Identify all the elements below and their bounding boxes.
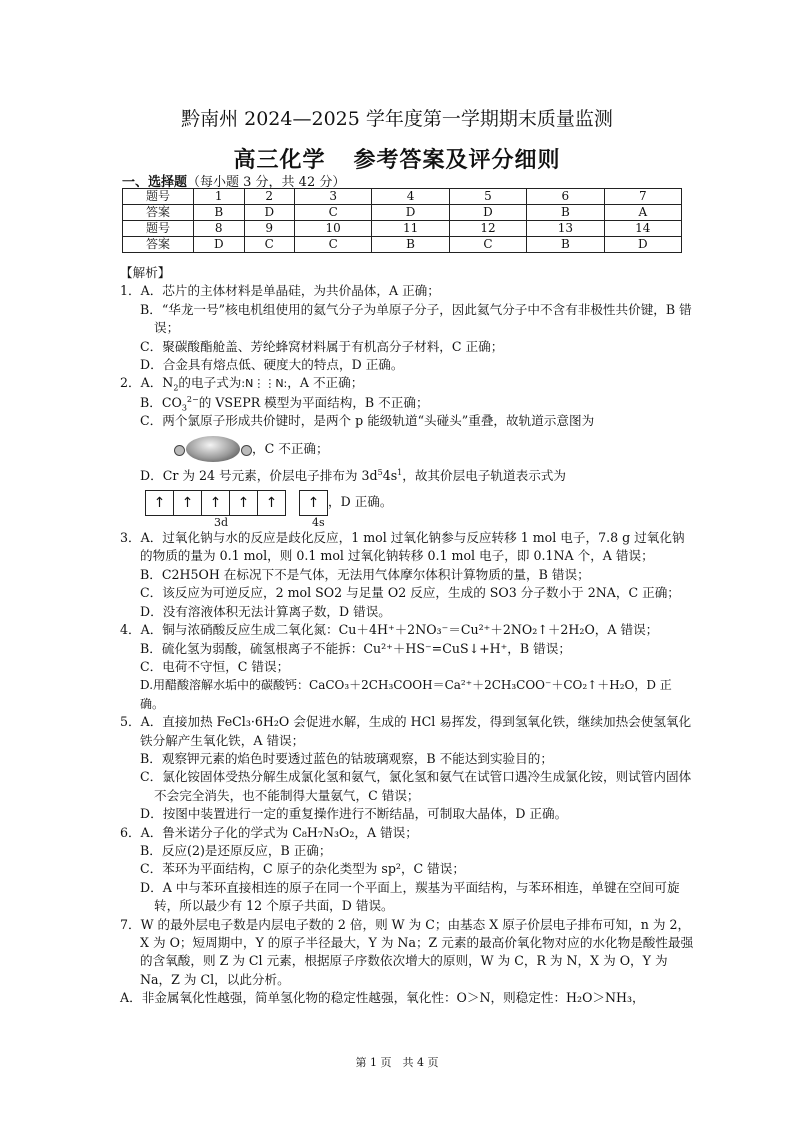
row-header-cell: 答案 [123,237,194,253]
row-header-cell: 题号 [123,221,194,237]
q7-intro: 7．W 的最外层电子数是内层电子数的 2 倍，则 W 为 C；由基态 X 原子价层电子排布可知，n 为 2，X 为 O；短周期中，Y 的原子半径最大，Y 为 Na；Z 元素的最高价氧化物对应的水化物是酸性最强的含氧酸，则 Z 为 Cl 元素，根据原子序数依次增大的原则，W 为 C，R 为 N，X 为 O，Y 为 Na，Z 为 Cl，以此分析。 [120,916,694,987]
orbital-box: ↑ [299,490,328,516]
q4-b: B．硫化氢为弱酸，硫氢根离子不能拆：Cu²⁺＋HS⁻=CuS↓+H⁺，B 错误； [140,640,571,656]
q1-b: B．“华龙一号”核电机组使用的氦气分子为单原子分子，因此氦气分子中不含有非极性共价键，B 错误； [140,301,692,336]
answer-cell: 5 [449,189,526,205]
answer-cell: B [194,205,245,221]
answer-cell: B [372,237,449,253]
q4-a: 4．A．铜与浓硝酸反应生成二氧化氮：Cu＋4H⁺＋2NO₃⁻＝Cu²⁺＋2NO₂↑＋2H₂O，A 错误； [120,622,659,638]
q4-d: D.用醋酸溶解水垢中的碳酸钙：CaCO₃＋2CH₃COOH＝Ca²⁺＋2CH₃COO⁻＋CO₂↑＋H₂O，D 正确。 [140,678,672,711]
answer-cell: D [372,205,449,221]
row-header-cell: 答案 [123,205,194,221]
answer-cell: D [194,237,245,253]
q2-d-orbital-line: ↑ ↑ ↑ ↑ ↑ ↑ ，D 正确。 [118,487,694,517]
q5-b: B．观察钾元素的焰色时要透过蓝色的钴玻璃观察，B 不能达到实验目的； [140,750,553,766]
orbital-diagram-4s [300,488,328,518]
p-orbital-overlap-figure [174,432,252,466]
answer-cell: 6 [527,189,604,205]
q2-b: B．$CO_3^{2-}$的 VSEPR 模型为平面结构，B 不正确； [140,394,429,413]
answer-cell: D [604,237,681,253]
q3-d: D．没有溶液体积无法计算离子数，D 错误。 [140,603,391,619]
answer-cell: 13 [527,221,604,237]
orbital-box: ↑ [201,490,230,516]
q6-d: D．A 中与苯环直接相连的原子在同一个平面上，羰基为平面结构，与苯环相连，单键在空间可旋转，所以最少有 12 个原子共面，D 错误。 [140,879,680,914]
table-row [123,205,682,221]
orbital-box: ↑ [173,490,202,516]
q3-b: B．C2H5OH 在标况下不是气体，无法用气体摩尔体积计算物质的量，B 错误； [140,566,590,582]
section-label: 一、选择题 [122,175,188,190]
n2-electron-formula: :N⋮⋮N: [241,377,288,391]
q1-d: D．合金具有熔点低、硬度大的特点，D 正确。 [140,357,404,373]
q4-c: C．电荷不守恒，C 错误； [140,658,290,674]
answer-cell: 1 [194,189,245,205]
answer-cell: C [295,237,372,253]
q3-c: C．该反应为可逆反应，2 mol SO2 与足量 O2 反应，生成的 SO3 分子数小于 2NA，C 正确； [140,585,680,601]
q5-d: D．按图中装置进行一定的重复操作进行不断结晶，可制取大晶体，D 正确。 [140,806,568,822]
answer-table [122,188,682,253]
q2-c-diagram-line: ，C 不正确； [118,431,694,467]
answer-cell: B [527,205,604,221]
answer-cell: D [244,205,295,221]
q3-a: 3．A．过氧化钠与水的反应是歧化反应，1 mol 过氧化钠参与反应转移 1 mol 电子，7.8 g 过氧化钠的物质的量为 0.1 mol，则 0.1 mol 过氧化钠转移 0.1 mol 电子，即 0.1NA 个，A 错误； [120,530,685,564]
answer-cell: C [295,205,372,221]
answer-cell: 14 [604,221,681,237]
answer-cell: 12 [449,221,526,237]
q1-c: C．聚碳酸酯舱盖、芳纶蜂窝材料属于有机高分子材料，C 正确； [140,338,504,354]
answer-cell: C [244,237,295,253]
q6-b: B．反应(2)是还原反应，B 正确； [140,842,332,858]
q7-a: A．非金属氧化性越强，简单氢化物的稳定性越强，氧化性：O＞N，则稳定性：H₂O＞NH₃， [120,990,645,1006]
q2-a: 2．A．$N_2$的电子式为:N⋮⋮N:，A 不正确； [120,375,364,393]
q1-a: 1．A．芯片的主体材料是单晶硅，为共价晶体，A 正确； [120,283,440,299]
q2-d: D．Cr 为 24 号元素，价层电子排布为 $3d^54s^1$，故其价层电子轨道表示式为 [140,467,566,483]
row-header-cell: 题号 [123,189,194,205]
table-row [123,237,682,253]
table-row [123,189,682,205]
document-title: 黔南州 2024—2025 学年度第一学期期末质量监测 [181,108,613,130]
answer-cell: 9 [244,221,295,237]
section-note: （每小题 3 分，共 42 分） [187,175,346,190]
answer-cell: 8 [194,221,245,237]
answer-cell: 11 [372,221,449,237]
orbital-diagram-3d [146,488,286,518]
orbital-box: ↑ [257,490,286,516]
orbital-labels: 3d 4s [214,516,325,530]
analysis-body [118,264,694,1008]
document-subtitle [0,143,794,174]
q6-a: 6．A．鲁米诺分子化的学式为 C₈H₇N₃O₂，A 错误； [120,824,418,840]
orbital-box: ↑ [229,490,258,516]
q2-c: C．两个氯原子形成共价键时，是两个 p 能级轨道“头碰头”重叠，故轨道示意图为 [140,413,595,429]
subtitle-subject: 高三化学 [233,147,326,173]
answer-cell: 2 [244,189,295,205]
subtitle-desc: 参考答案及评分细则 [353,147,561,173]
orbital-box: ↑ [145,490,174,516]
answer-cell: 10 [295,221,372,237]
answer-cell: 3 [295,189,372,205]
q5-a: 5．A．直接加热 FeCl₃·6H₂O 会促进水解，生成的 HCl 易挥发，得到氢氧化铁，继续加热会使氢氧化铁分解产生氧化铁，A 错误； [120,714,692,748]
q5-c: C．氯化铵固体受热分解生成氯化氢和氨气，氯化氢和氨气在试管口遇冷生成氯化铵，则试管内固体不会完全消失，也不能制得大量氨气，C 错误； [140,769,692,803]
answer-cell: B [527,237,604,253]
answer-cell: 4 [372,189,449,205]
answer-cell: C [449,237,526,253]
answer-cell: 7 [604,189,681,205]
table-row [123,221,682,237]
q6-c: C．苯环为平面结构，C 原子的杂化类型为 sp²，C 错误； [140,861,465,877]
analysis-label: 【解析】 [120,265,171,280]
answer-cell: A [604,205,681,221]
answer-cell: D [449,205,526,221]
page-footer: 第 1 页 共 4 页 [355,1056,439,1069]
